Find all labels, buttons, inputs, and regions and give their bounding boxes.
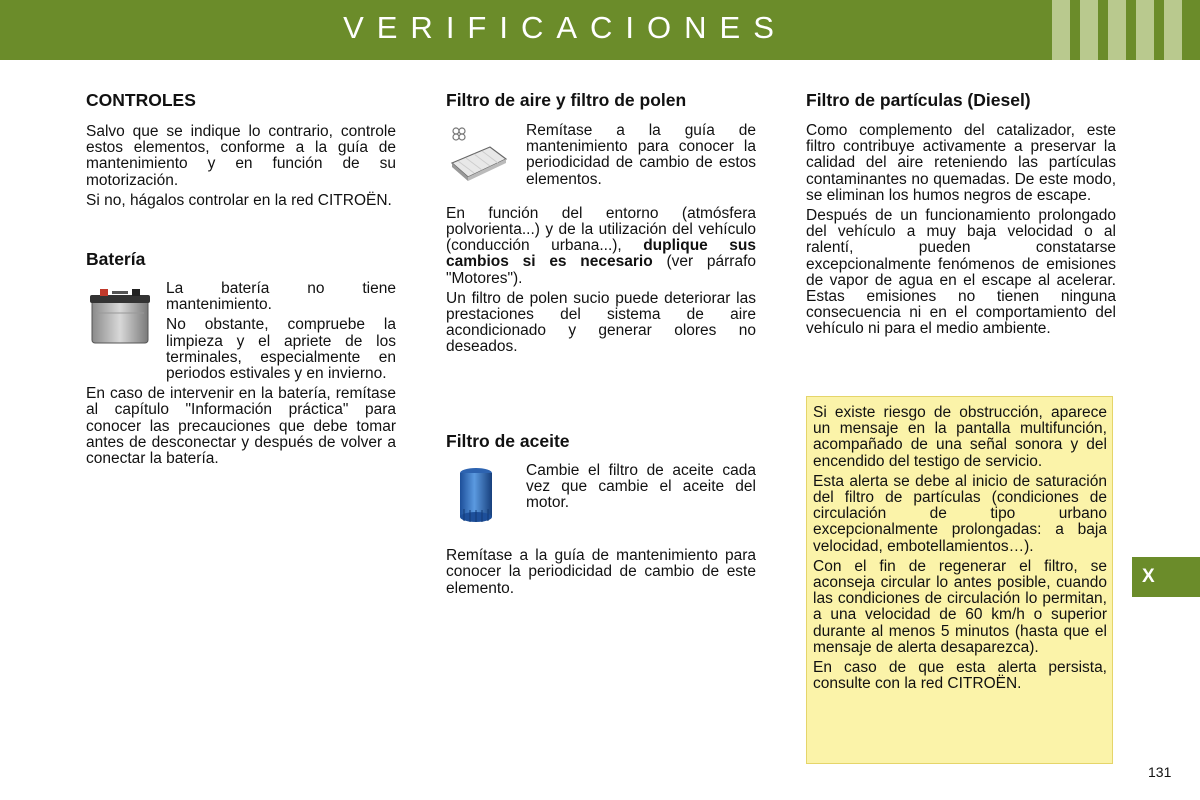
battery-info-block — [86, 281, 396, 382]
section-heading-filtro-aire: Filtro de aire y filtro de polen — [446, 90, 687, 110]
paragraph: En caso de que esta alerta persista, consulte con la red CITROËN. — [813, 659, 1107, 693]
page-title: VERIFICACIONES — [343, 10, 787, 45]
section-heading-filtro-aceite: Filtro de aceite — [446, 430, 570, 451]
section-heading-bateria: Batería — [86, 249, 146, 270]
column-right — [806, 88, 1116, 342]
paragraph: La batería no tiene mantenimiento. — [166, 280, 396, 314]
paragraph: Si no, hágalos controlar en la red CITROËN. — [86, 191, 392, 209]
paragraph: Con el fin de regenerar el filtro, se aconseja circular lo antes posible, cuando las condiciones de circulación lo permitan, a una velocidad de 60 km/h o superior durante al menos 5 minutos (hasta que el mensaje de alerta desaparezca). — [813, 557, 1107, 656]
paragraph: Cambie el filtro de aceite cada vez que cambie el aceite del motor. — [526, 461, 756, 512]
air-filter-info-block — [446, 123, 756, 188]
column-left — [86, 88, 396, 471]
page-number: 131 — [1148, 764, 1172, 780]
section-heading-filtro-particulas: Filtro de partículas (Diesel) — [806, 90, 1031, 110]
oil-filter-info-block — [446, 463, 756, 512]
oil-filter-icon — [446, 463, 506, 533]
paragraph: Un filtro de polen sucio puede deteriorar las prestaciones del sistema de aire acondicionado y generar olores no deseados. — [446, 289, 756, 356]
paragraph: Como complemento del catalizador, este filtro contribuye activamente a preservar la calidad del aire reteniendo las partículas contaminantes no quemadas. De este modo, se eliminan los humos negros de escape. — [806, 122, 1116, 204]
paragraph: Remítase a la guía de mantenimiento para conocer la periodicidad de cambio de estos elementos. — [526, 122, 756, 188]
header-stripe — [1164, 0, 1182, 60]
paragraph: Esta alerta se debe al inicio de saturación del filtro de partículas (condiciones de circulación de tipo urbano excepcionalmente prolongadas: a baja velocidad, embotellamientos…). — [813, 472, 1107, 555]
paragraph: Si existe riesgo de obstrucción, aparece un mensaje en la pantalla multifunción, acompañado de una señal sonora y del encendido del testigo de servicio. — [813, 404, 1107, 470]
paragraph: En función del entorno (atmósfera polvorienta...) y de la utilización del vehículo (conducción urbana...), duplique sus cambios si es necesario (ver párrafo "Motores"). — [446, 204, 756, 287]
header-stripe — [1052, 0, 1070, 60]
paragraph: En caso de intervenir en la batería, remítase al capítulo "Información práctica" para conocer las precauciones que debe tomar antes de desconectar y después de volver a conectar la batería. — [86, 385, 396, 468]
car-battery-icon — [86, 285, 154, 353]
column-middle — [446, 88, 756, 601]
section-heading-controles: CONTROLES — [86, 90, 196, 110]
paragraph: Salvo que se indique lo contrario, controle estos elementos, conforme a la guía de mantenimiento y en función de su motorización. — [86, 123, 396, 189]
chapter-tab[interactable]: X — [1132, 557, 1200, 597]
page-header — [0, 0, 1200, 60]
header-stripe — [1108, 0, 1126, 60]
paragraph: Remítase a la guía de mantenimiento para conocer la periodicidad de cambio de este elemento. — [446, 547, 756, 597]
paragraph: Después de un funcionamiento prolongado del vehículo a muy baja velocidad o al ralentí, pueden constatarse excepcionalmente fenómenos de emisiones de vapor de agua en el escape al acelerar. Estas emisiones no tienen ninguna consecuencia ni en el comportamiento del vehículo ni para el medio ambiente. — [806, 207, 1116, 338]
header-stripe — [1136, 0, 1154, 60]
paragraph: No obstante, compruebe la limpieza y el apriete de los terminales, especialmente en periodos estivales y en invierno. — [166, 316, 396, 383]
air-filter-icon — [446, 123, 512, 191]
alert-box — [806, 396, 1113, 764]
header-stripe — [1080, 0, 1098, 60]
header-stripes — [1050, 0, 1200, 60]
